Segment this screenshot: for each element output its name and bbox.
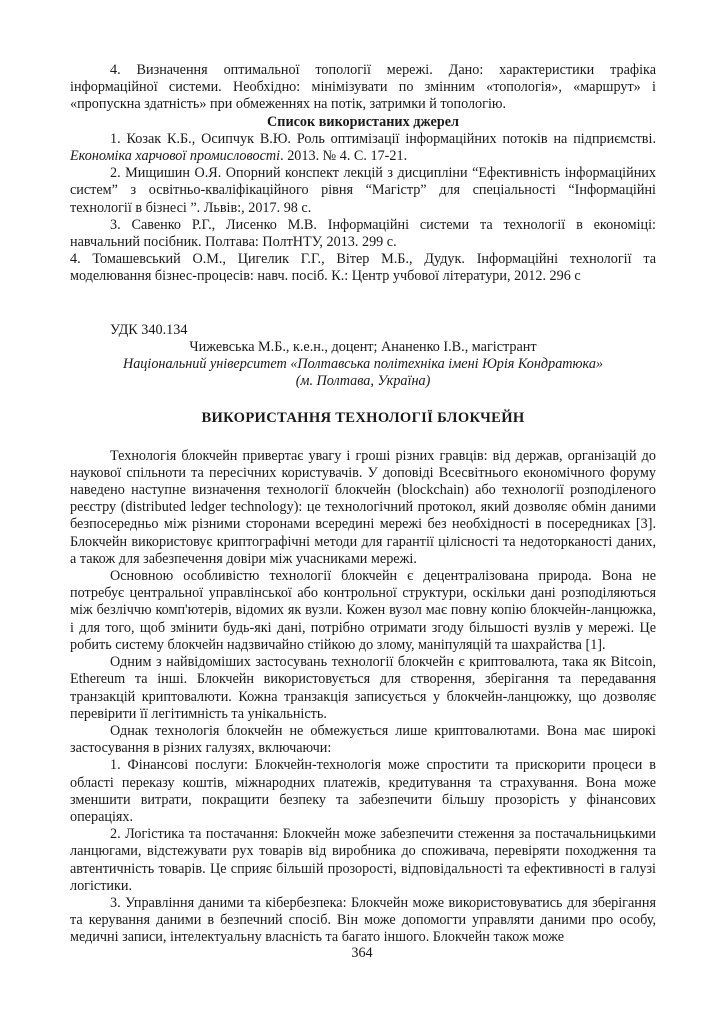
article-authors: Чижевська М.Б., к.е.н., доцент; Ананенко І.В., магістрант [189, 338, 537, 355]
reference-item-3: 3. Савенко Р.Г., Лисенко М.В. Інформаційні системи та технології в економіці: навчальний посібник. Полтава: ПолтНТУ, 2013. 299 с. [70, 216, 656, 251]
article-paragraph-1: Технологія блокчейн привертає увагу і гроші різних гравців: від держав, організацій до наукової спільноти та пересічних користувачів. У доповіді Всесвітнього економічного форуму наведено наступне визначення технології блокчейн (blockchain) або технології розподіленого реєстру (distributed ledger technology): це технологічний протокол, який дозволяє обмін даними безпосередньо між різними сторонами всередині мережі без необхідності в посередниках [3]. Блокчейн використовує криптографічні методи для гарантії цілісності та недоторканості даних, а також для забезпечення довіри між учасниками мережі. [70, 447, 656, 567]
article-paragraph-2: Основною особливістю технології блокчейн є децентралізована природа. Вона не потребує центральної управлінської або контрольної структури, оскільки дані розподіляються між безліччю комп'ютерів, відомих як вузли. Кожен вузол має повну копію блокчейн-ланцюжка, і для того, щоб змінити будь-які дані, потрібно отримати згоду більшості вузлів у мережі. Це робить систему блокчейн надзвичайно стійкою до злому, маніпуляцій та шахрайства [1]. [70, 568, 656, 653]
reference-1-journal: Економіка харчової промисловості [70, 148, 281, 165]
references-heading: Список використаних джерел [267, 113, 459, 130]
article-list-item-3: 3. Управління даними та кібербезпека: Блокчейн може використовуватись для зберігання та керування даними в безпечний спосіб. Він може допомогти управляти даними про особу, медичні записи, інтелектуальну власність та багато іншого. Блокчейн також може [70, 894, 656, 946]
previous-article-paragraph-4: 4. Визначення оптимальної топології мережі. Дано: характеристики трафіка інформаційної системи. Необхідно: мінімізувати по змінним «топологія», «маршрут» і «пропускна здатність» при обмеженнях на потік, затримки й топологію. [70, 62, 656, 113]
page-number: 364 [351, 945, 373, 961]
article-affiliation: Національний університет «Полтавська політехніка імені Юрія Кондратюка» [122, 356, 604, 373]
article-paragraph-4: Однак технологія блокчейн не обмежується лише криптовалютами. Вона має широкі застосування в різних галузях, включаючи: [70, 722, 656, 757]
article-list-item-2: 2. Логістика та постачання: Блокчейн може забезпечити стеження за постачальницькими ланцюгами, відстежувати рух товарів від виробника до споживача, перевіряти походження та автентичність товарів. Це сприяє більшій прозорості, відповідальності та ефективності в галузі логістики. [70, 826, 656, 894]
reference-item-2: 2. Мищишин О.Я. Опорний конспект лекцій з дисципліни “Ефективність інформаційних систем” з освітньо-кваліфікаційного рівня “Магістр” для спеціальності “Інформаційні технології в бізнесі ”. Львів:, 2017. 98 с. [70, 165, 656, 216]
article-city: (м. Полтава, Україна) [295, 373, 431, 390]
reference-1-tail: . 2013. № 4. С. 17-21. [280, 148, 408, 165]
reference-item-4: 4. Томашевський О.М., Цигелик Г.Г., Вітер М.Б., Дудук. Інформаційні технології та моделювання бізнес-процесів: навч. посіб. К.: Центр учбової літератури, 2012. 296 с [70, 251, 656, 285]
udk-code: УДК 340.134 [110, 321, 188, 338]
article-title: ВИКОРИСТАННЯ ТЕХНОЛОГІЇ БЛОКЧЕЙН [201, 410, 525, 427]
reference-1-lead: 1. Козак К.Б., Осипчук В.Ю. Роль оптимізації інформаційних потоків на підприємстві. [110, 130, 656, 147]
title-gap [70, 390, 656, 410]
article-list-item-1: 1. Фінансові послуги: Блокчейн-технологія може спростити та прискорити процеси в області переказу коштів, міжнародних платежів, кредитування та страхування. Вона може зменшити витрати, покращити безпеку та забезпечити більшу прозорість у фінансових операціях. [70, 757, 656, 825]
article-paragraph-3: Одним з найвідоміших застосувань технології блокчейн є криптовалюта, така як Bitcoin, Ethereum та інші. Блокчейн використовується для створення, зберігання та передавання транзакцій криптовалюти. Кожна транзакція записується у блокчейн-ланцюжку, що дозволяє перевірити її легітимність та унікальність. [70, 654, 656, 722]
page-content [70, 62, 656, 947]
body-gap [70, 428, 656, 448]
reference-item-1 [70, 131, 656, 165]
section-gap [70, 286, 656, 322]
